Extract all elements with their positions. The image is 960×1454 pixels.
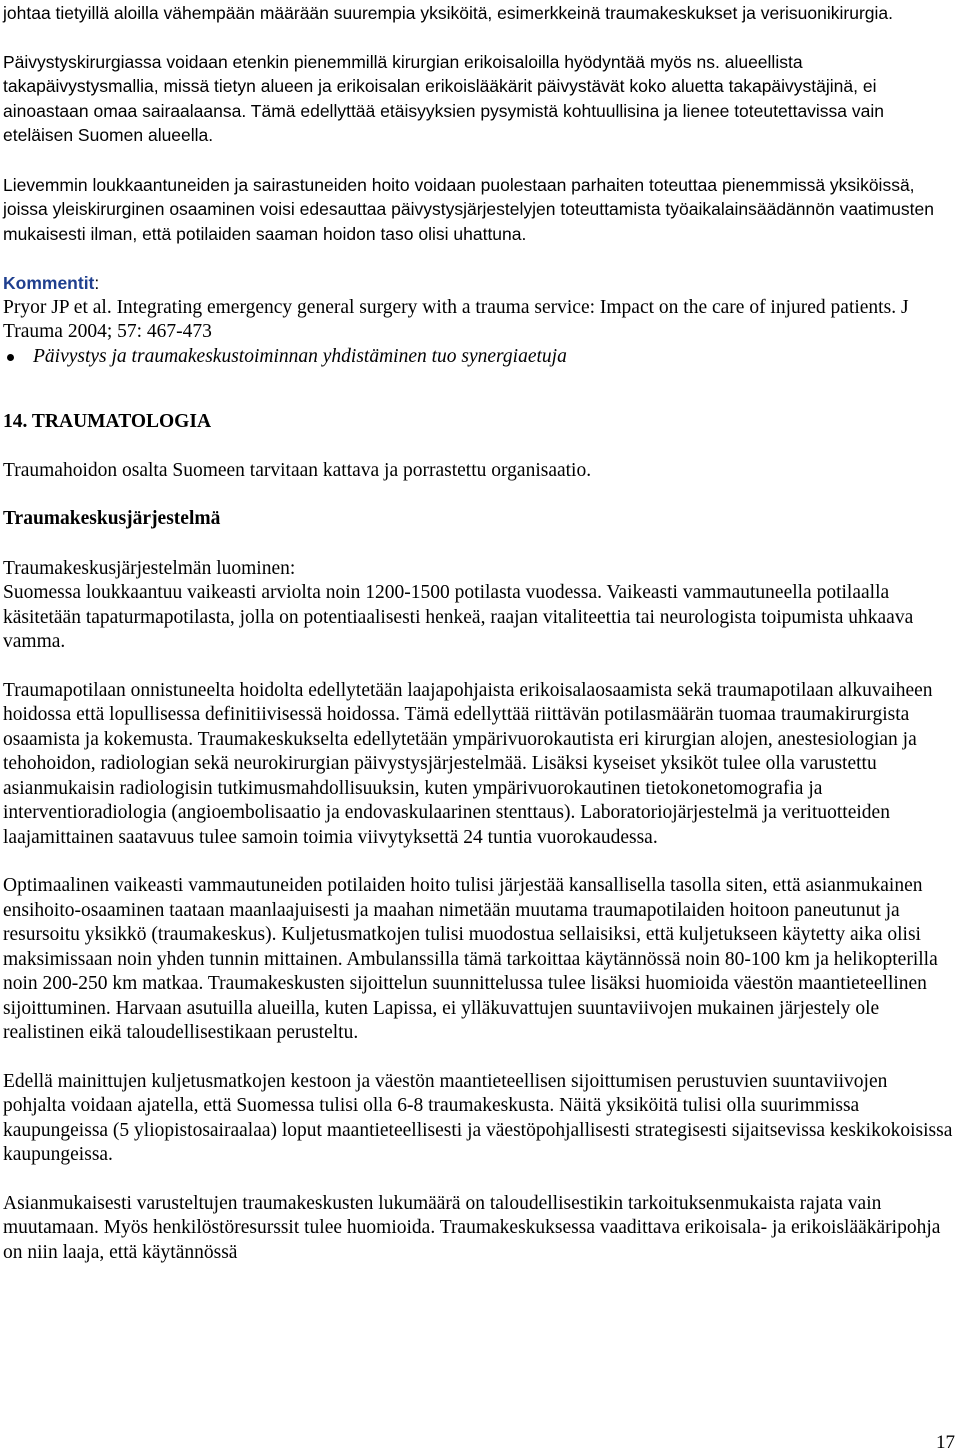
paragraph-smaller-units: Lievemmin loukkaantuneiden ja sairastuneiden hoito voidaan puolestaan parhaiten toteuttaa pienemmissä yksiköissä, joissa yleiskirurginen osaaminen voisi edesauttaa päivystysjärjestelyjen toteuttamista työaikalainsäädännön vaatimusten mukaisesti ilman, että potilaiden saaman hoidon taso olisi uhattuna. (3, 174, 934, 244)
section-heading: 14. TRAUMATOLOGIA (3, 411, 212, 432)
paragraph-regional-backup: Päivystyskirurgiassa voidaan etenkin pienemmillä kirurgian erikoisaloilla hyödyntää myös ns. alueellista takapäivystysmallia, missä tietyn alueen ja erikoisalan erikoislääkärit päivystävät koko aluetta takapäivystäjinä, ei ainoastaan omaa sairaalaansa. Tämä edellyttää etäisyyksien pysymistä kohtuullisina ja lienee toteutettavissa vain eteläisen Suomen alueella. (3, 51, 885, 145)
body-paragraph-1: Traumapotilaan onnistuneelta hoidolta edellytetään laajapohjaista erikoisalaosaamista sekä traumapotilaan alkuvaiheen hoidossa että lopullisessa definitiivisessä hoidossa. Tämä edellyttää riittävän potilasmäärän tuomaa traumakirurgista osaamista ja kokemusta. Traumakeskukselta edellytetään ympärivuorokautista eri kirurgian alojen, anestesiologian ja tehohoidon, radiologian sekä neurokirurgian päivystysjärjestelmää. Lisäksi kyseiset yksiköt tulee olla varustettu asianmukaisin radiologisin tutkimusmahdollisuuksin, kuten ympärivuorokautinen tietokonetomografia ja interventioradiologia (angioembolisaatio ja endovaskulaarinen stenttaus). Laboratoriojärjestelmä ja verituotteiden laajamittainen saatavuus tulee samoin toimia viivytyksettä 24 tuntia vuorokaudessa. (3, 679, 933, 848)
comments-bullet-text: Päivystys ja traumakeskustoiminnan yhdistäminen tuo synergiaetuja (33, 345, 567, 367)
comments-label: Kommentit (3, 273, 95, 293)
body-paragraph-2: Optimaalinen vaikeasti vammautuneiden potilaiden hoito tulisi järjestää kansallisella tasolla siten, että asianmukainen ensihoito-osaaminen taataan maanlaajuisesti ja maahan nimetään muutama traumapotilaiden hoitoon paneutunut ja resursoitu yksikkö (traumakeskus). Kuljetusmatkojen tulisi muodostua sellaisiksi, että kuljetukseen käytetty aika olisi maksimissaan noin yhden tunnin mittainen. Ambulanssilla tämä tarkoittaa käytännössä noin 80-100 km ja helikopterilla noin 200-250 km matkaa. Traumakeskusten sijoittelun suunnittelussa tulee lisäksi huomioida väestön maantieteellinen sijoittuminen. Harvaan asutuilla alueilla, kuten Lapissa, ei ylläkuvattujen suuntaviivojen mukainen järjestely ole realistinen eikä taloudellisestikaan perusteltu. (3, 875, 938, 1043)
page-number: 17 (936, 1432, 955, 1453)
document-page (3, 0, 955, 1265)
subsection-heading: Traumakeskusjärjestelmä (3, 508, 221, 529)
comments-reference: Pryor JP et al. Integrating emergency general surgery with a trauma service: Impact on the care of injured patients. J Trauma 2004; 57: 467-473 (3, 296, 909, 342)
comments-heading (3, 271, 955, 296)
body-paragraph-4: Asianmukaisesti varusteltujen traumakeskusten lukumäärä on taloudellisestikin tarkoituksenmukaista rajata vain muutamaan. Myös henkilöstöresurssit tulee huomioida. Traumakeskuksessa vaadittava erikoisala- ja erikoislääkäripohja on niin laaja, että käytännössä (3, 1192, 941, 1263)
section-intro: Traumahoidon osalta Suomeen tarvitaan kattava ja porrastettu organisaatio. (3, 459, 592, 481)
comments-colon: : (94, 273, 100, 293)
bullet-icon (7, 354, 14, 361)
comments-bullet-item (3, 345, 955, 370)
body-paragraph-3: Edellä mainittujen kuljetusmatkojen kestoon ja väestön maantieteellisen sijoittumisen perustuvien suuntaviivojen pohjalta voidaan ajatella, että Suomessa tulisi olla 6-8 traumakeskusta. Näitä yksiköitä tulisi olla suurimmissa kaupungeissa (5 yliopistosairaalaa) loput maantieteellisesti ja väestöpohjallisesti strategisesti sijaitsevissa keskikokoisissa kaupungeissa. (3, 1070, 953, 1165)
lead-paragraph: Suomessa loukkaantuu vaikeasti arviolta noin 1200-1500 potilasta vuodessa. Vaikeasti vammautuneella potilaalla käsitetään tapaturmapotilasta, jolla on potentiaalisesti henkeä, raajan vitaliteettia tai neurologista toipumista uhkaava vamma. (3, 582, 914, 652)
paragraph-units: johtaa tietyillä aloilla vähempään määrään suurempia yksiköitä, esimerkkeinä traumakeskukset ja verisuonikirurgia. (3, 3, 894, 23)
lead-label: Traumakeskusjärjestelmän luominen: (3, 557, 296, 579)
